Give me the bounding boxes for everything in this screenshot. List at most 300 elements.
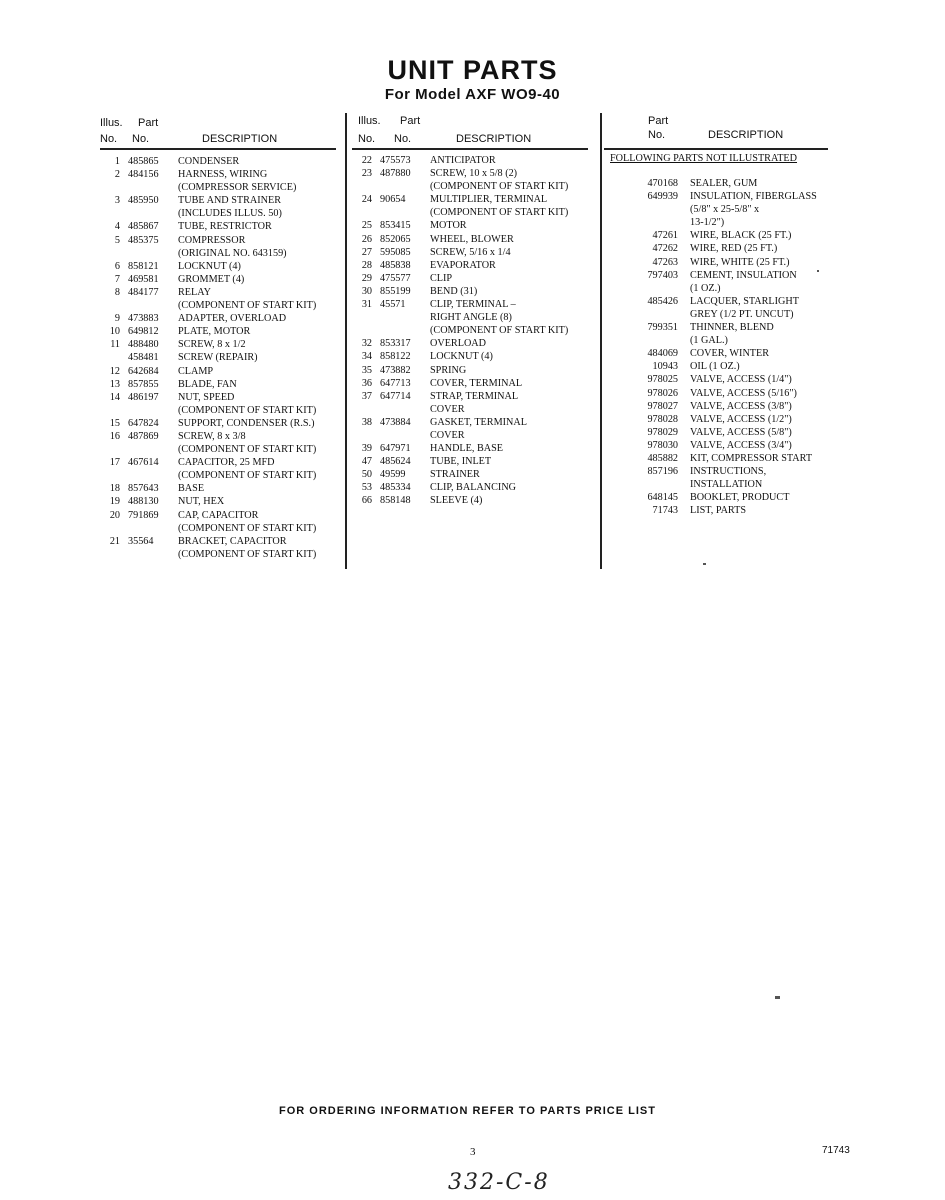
part-number: 473884: [380, 416, 411, 428]
illus-no-label: No.: [358, 133, 376, 145]
part-number: 486197: [128, 391, 159, 403]
part-description: LIST, PARTS: [690, 505, 746, 517]
part-description: PLATE, MOTOR: [178, 326, 251, 338]
column-header: [610, 113, 850, 149]
part-description: NUT, SPEED: [178, 391, 235, 403]
illus-number: 18: [109, 483, 120, 495]
part-description: WHEEL, BLOWER: [430, 233, 514, 245]
illus-number: 36: [361, 377, 372, 389]
part-description: BLADE, FAN: [178, 378, 237, 390]
document-number: 71743: [822, 1145, 850, 1156]
part-number: 71743: [652, 505, 678, 517]
table-row: [352, 455, 592, 468]
part-description: COVER, WINTER: [690, 348, 770, 360]
part-description: HANDLE, BASE: [430, 443, 504, 455]
part-description: (COMPONENT OF START KIT): [430, 325, 569, 337]
part-number: 485882: [647, 452, 678, 464]
table-row: [352, 337, 592, 350]
part-description: BASE: [178, 483, 205, 495]
description-label: DESCRIPTION: [708, 129, 784, 141]
part-description: INSTALLATION: [690, 479, 763, 491]
illus-number: 66: [361, 495, 372, 507]
part-number: 47262: [652, 243, 678, 255]
part-number: 90654: [380, 194, 406, 206]
part-description: STRAINER: [430, 469, 480, 481]
illus-number: 19: [109, 496, 120, 508]
table-row: [100, 247, 340, 260]
description-label: DESCRIPTION: [202, 133, 278, 145]
table-row: [100, 365, 340, 378]
part-number: 797403: [647, 269, 678, 281]
part-description: RIGHT ANGLE (8): [430, 312, 512, 324]
table-row: [352, 468, 592, 481]
table-row: [610, 426, 850, 439]
table-row: [100, 312, 340, 325]
illus-number: 28: [361, 259, 372, 271]
table-row: [100, 522, 340, 535]
part-description: ADAPTER, OVERLOAD: [178, 313, 287, 325]
part-number: 852065: [380, 233, 411, 245]
part-description: VALVE, ACCESS (5/8"): [690, 426, 792, 438]
table-row: [610, 347, 850, 360]
part-description: VALVE, ACCESS (3/4"): [690, 439, 792, 451]
part-description: ANTICIPATOR: [430, 155, 496, 166]
table-row: [100, 456, 340, 469]
table-row: [100, 469, 340, 482]
table-row: [352, 416, 592, 429]
table-row: [100, 260, 340, 273]
table-row: [352, 219, 592, 232]
table-row: [610, 439, 850, 452]
part-number: 858121: [128, 260, 159, 272]
part-number: 791869: [128, 509, 159, 521]
part-description: WIRE, RED (25 FT.): [690, 243, 778, 255]
part-description: WIRE, BLACK (25 FT.): [690, 230, 792, 242]
part-number: 978028: [647, 413, 678, 425]
part-no-label: No.: [648, 129, 666, 141]
part-number: 978026: [647, 387, 678, 399]
part-number: 45571: [380, 299, 406, 311]
table-row: [352, 180, 592, 193]
part-description: TUBE AND STRAINER: [178, 195, 282, 207]
table-row: [610, 504, 850, 517]
part-description: THINNER, BLEND: [690, 322, 774, 334]
table-row: [610, 308, 850, 321]
part-description: SCREW, 8 x 1/2: [178, 339, 246, 351]
part-description: GROMMET (4): [178, 273, 245, 285]
part-description: SPRING: [430, 364, 467, 376]
illus-number: 3: [114, 195, 120, 207]
part-number: 485867: [128, 221, 159, 233]
part-label: Part: [648, 115, 669, 127]
table-row: [100, 234, 340, 247]
illus-number: 27: [361, 246, 372, 258]
table-row: [100, 155, 340, 168]
part-number: 858122: [380, 351, 411, 363]
part-description: VALVE, ACCESS (1/4"): [690, 374, 792, 386]
illus-number: 26: [361, 233, 372, 245]
illus-number: 35: [361, 364, 372, 376]
part-number: 648145: [647, 492, 678, 504]
parts-rows: [100, 155, 340, 561]
part-number: 485624: [380, 456, 411, 468]
part-description: (COMPONENT OF START KIT): [430, 207, 569, 219]
table-row: [352, 377, 592, 390]
part-number: 595085: [380, 246, 411, 258]
part-number: 978029: [647, 426, 678, 438]
header-rule: [352, 148, 588, 150]
part-description: CLIP, TERMINAL –: [430, 299, 516, 311]
table-row: [100, 509, 340, 522]
part-number: 485838: [380, 259, 411, 271]
part-description: CLAMP: [178, 365, 214, 377]
part-number: 458481: [128, 352, 159, 364]
part-description: COMPRESSOR: [178, 234, 246, 246]
illus-number: 39: [361, 443, 372, 455]
scan-speck: [703, 563, 706, 565]
part-number: 47261: [652, 230, 678, 242]
illus-number: 23: [361, 168, 372, 180]
part-description: CLIP, BALANCING: [430, 482, 517, 494]
part-description: COVER: [430, 429, 465, 441]
table-row: [352, 259, 592, 272]
part-description: (COMPONENT OF START KIT): [178, 548, 317, 560]
part-number: 647824: [128, 417, 159, 429]
part-description: (COMPONENT OF START KIT): [178, 404, 317, 416]
part-description: EVAPORATOR: [430, 259, 496, 271]
table-row: [352, 364, 592, 377]
table-row: [100, 495, 340, 508]
illus-number: 38: [361, 416, 372, 428]
table-row: [352, 193, 592, 206]
table-row: [610, 177, 850, 190]
table-row: [610, 216, 850, 229]
scan-speck: [775, 996, 780, 999]
description-label: DESCRIPTION: [456, 133, 532, 145]
table-row: [100, 378, 340, 391]
illus-number: 29: [361, 272, 372, 284]
illus-number: 25: [361, 220, 372, 232]
part-description: HARNESS, WIRING: [178, 169, 268, 181]
part-number: 49599: [380, 469, 406, 481]
part-description: SEALER, GUM: [690, 178, 758, 189]
table-row: [100, 273, 340, 286]
table-row: [352, 494, 592, 507]
part-description: OVERLOAD: [430, 338, 487, 350]
part-description: (5/8" x 25-5/8" x: [690, 204, 760, 216]
page-number: 3: [470, 1146, 476, 1158]
illus-number: 16: [109, 430, 120, 442]
table-row: [352, 429, 592, 442]
part-description: CEMENT, INSULATION: [690, 269, 797, 281]
part-number: 475577: [380, 272, 411, 284]
table-row: [610, 321, 850, 334]
part-number: 857855: [128, 378, 159, 390]
part-number: 470168: [647, 178, 678, 189]
part-description: RELAY: [178, 286, 212, 298]
illus-number: 20: [109, 509, 120, 521]
part-description: TUBE, INLET: [430, 456, 492, 468]
part-description: (COMPONENT OF START KIT): [178, 300, 317, 312]
handwritten-note: 332-C-8: [448, 1170, 550, 1195]
illus-number: 12: [109, 365, 120, 377]
part-description: LOCKNUT (4): [178, 260, 241, 272]
table-row: [100, 338, 340, 351]
illus-label: Illus.: [100, 117, 123, 129]
part-description: VALVE, ACCESS (1/2"): [690, 413, 792, 425]
part-description: (COMPONENT OF START KIT): [178, 470, 317, 482]
table-row: [100, 286, 340, 299]
illus-number: 32: [361, 338, 372, 350]
part-number: 35564: [128, 535, 154, 547]
part-description: WIRE, WHITE (25 FT.): [690, 256, 790, 268]
table-row: [610, 256, 850, 269]
illus-number: 5: [114, 234, 120, 246]
header-rule: [604, 148, 828, 150]
table-row: [610, 452, 850, 465]
part-description: (COMPRESSOR SERVICE): [178, 182, 297, 194]
part-number: 978025: [647, 374, 678, 386]
part-number: 649812: [128, 326, 159, 338]
illus-number: 10: [109, 326, 120, 338]
illus-number: 34: [361, 351, 372, 363]
illus-number: 37: [361, 390, 372, 402]
table-row: [352, 390, 592, 403]
part-number: 487880: [380, 168, 411, 180]
part-description: NUT, HEX: [178, 496, 225, 508]
part-number: 484177: [128, 286, 159, 298]
part-number: 853415: [380, 220, 411, 232]
part-number: 855199: [380, 285, 411, 297]
table-row: [352, 298, 592, 311]
part-description: BEND (31): [430, 285, 478, 297]
table-row: [352, 206, 592, 219]
table-row: [352, 272, 592, 285]
illus-number: 50: [361, 469, 372, 481]
table-row: [100, 430, 340, 443]
table-row: [100, 548, 340, 561]
parts-column-3: [610, 113, 850, 517]
header-rule: [100, 148, 336, 150]
part-number: 484069: [647, 348, 678, 360]
part-number: 10943: [652, 361, 678, 373]
part-description: (1 OZ.): [690, 282, 721, 294]
part-number: 647714: [380, 390, 411, 402]
part-number: 642684: [128, 365, 159, 377]
part-number: 467614: [128, 457, 159, 469]
part-number: 485865: [128, 156, 159, 167]
part-number: 857643: [128, 483, 159, 495]
illus-number: 7: [114, 273, 120, 285]
part-number: 473882: [380, 364, 411, 376]
part-description: CAP, CAPACITOR: [178, 509, 259, 521]
part-description: OIL (1 OZ.): [690, 361, 740, 373]
part-description: VALVE, ACCESS (3/8"): [690, 400, 792, 412]
column-header: [100, 113, 340, 149]
table-row: [610, 491, 850, 504]
part-number: 485950: [128, 195, 159, 207]
illus-number: 4: [114, 221, 120, 233]
illus-number: 53: [361, 482, 372, 494]
part-description: COVER: [430, 403, 465, 415]
parts-column-1: [100, 113, 340, 561]
illus-label: Illus.: [358, 115, 381, 127]
part-number: 47263: [652, 256, 678, 268]
part-description: (INCLUDES ILLUS. 50): [178, 208, 282, 220]
part-number: 469581: [128, 273, 159, 285]
table-row: [100, 220, 340, 233]
table-row: [100, 207, 340, 220]
part-description: MULTIPLIER, TERMINAL: [430, 194, 548, 206]
part-description: SCREW, 10 x 5/8 (2): [430, 168, 518, 180]
part-description: (COMPONENT OF START KIT): [178, 444, 317, 456]
part-description: (1 GAL.): [690, 335, 728, 347]
part-number: 978027: [647, 400, 678, 412]
part-number: 473883: [128, 313, 159, 325]
parts-column-2: [352, 113, 592, 508]
table-row: [610, 478, 850, 491]
part-number: 857196: [647, 466, 678, 478]
table-row: [100, 168, 340, 181]
part-label: Part: [400, 115, 421, 127]
model-subtitle: For Model AXF WO9-40: [384, 86, 561, 103]
table-row: [610, 413, 850, 426]
part-number: 475573: [380, 155, 411, 166]
table-row: [610, 400, 850, 413]
part-description: INSTRUCTIONS,: [690, 466, 767, 478]
part-no-label: No.: [132, 133, 150, 145]
part-description: VALVE, ACCESS (5/16"): [690, 387, 797, 399]
part-description: GASKET, TERMINAL: [430, 416, 527, 428]
part-number: 978030: [647, 439, 678, 451]
illus-number: 6: [114, 260, 120, 272]
part-description: CONDENSER: [178, 156, 240, 167]
part-description: SCREW, 8 x 3/8: [178, 430, 246, 442]
table-row: [610, 360, 850, 373]
table-row: [610, 242, 850, 255]
part-number: 858148: [380, 495, 411, 507]
part-description: TUBE, RESTRICTOR: [178, 221, 272, 233]
table-row: [352, 442, 592, 455]
table-row: [100, 535, 340, 548]
illus-number: 47: [361, 456, 372, 468]
table-row: [100, 404, 340, 417]
part-description: CLIP: [430, 272, 453, 284]
illus-number: 15: [109, 417, 120, 429]
parts-rows: [610, 177, 850, 517]
table-row: [352, 311, 592, 324]
table-row: [352, 167, 592, 180]
table-row: [610, 373, 850, 386]
illus-number: 31: [361, 299, 372, 311]
part-description: (COMPONENT OF START KIT): [430, 181, 569, 193]
illus-number: 24: [361, 194, 372, 206]
part-label: Part: [138, 117, 159, 129]
table-row: [610, 282, 850, 295]
illus-no-label: No.: [100, 133, 118, 145]
part-number: 485426: [647, 295, 678, 307]
part-number: 647713: [380, 377, 411, 389]
table-row: [100, 443, 340, 456]
illus-number: 1: [114, 156, 120, 167]
table-row: [352, 350, 592, 363]
part-number: 485334: [380, 482, 411, 494]
part-description: INSULATION, FIBERGLASS: [690, 191, 817, 203]
part-number: 853317: [380, 338, 411, 350]
part-description: 13-1/2"): [690, 217, 725, 229]
table-row: [100, 325, 340, 338]
part-number: 647971: [380, 443, 411, 455]
part-number: 649939: [647, 191, 678, 203]
illus-number: 22: [361, 155, 372, 166]
not-illustrated-note: FOLLOWING PARTS NOT ILLUSTRATED: [610, 153, 798, 164]
table-row: [610, 334, 850, 347]
table-row: [100, 351, 340, 364]
part-number: 484156: [128, 169, 159, 181]
illus-number: 21: [109, 535, 120, 547]
part-description: MOTOR: [430, 220, 467, 232]
illus-number: 9: [114, 313, 120, 325]
part-description: BOOKLET, PRODUCT: [690, 492, 790, 504]
illus-number: 17: [109, 457, 120, 469]
table-row: [610, 465, 850, 478]
part-description: SCREW, 5/16 x 1/4: [430, 246, 511, 258]
table-row: [352, 154, 592, 167]
illus-number: 11: [110, 339, 120, 351]
table-row: [100, 299, 340, 312]
table-row: [352, 285, 592, 298]
part-description: (COMPONENT OF START KIT): [178, 522, 317, 534]
illus-number: 2: [114, 169, 120, 181]
table-row: [352, 233, 592, 246]
parts-rows: [352, 154, 592, 508]
table-row: [352, 481, 592, 494]
table-row: [100, 482, 340, 495]
table-row: [610, 295, 850, 308]
scan-speck: [817, 270, 819, 272]
table-row: [100, 194, 340, 207]
part-description: COVER, TERMINAL: [430, 377, 523, 389]
table-row: [352, 324, 592, 337]
part-description: SUPPORT, CONDENSER (R.S.): [178, 417, 315, 429]
table-row: [610, 387, 850, 400]
illus-number: 13: [109, 378, 120, 390]
table-row: [610, 190, 850, 203]
part-number: 485375: [128, 234, 159, 246]
part-number: 488130: [128, 496, 159, 508]
part-description: STRAP, TERMINAL: [430, 390, 519, 402]
illus-number: 8: [114, 286, 120, 298]
table-row: [610, 203, 850, 216]
column-header: [352, 113, 592, 149]
part-description: CAPACITOR, 25 MFD: [178, 457, 275, 469]
column-divider: [345, 113, 347, 569]
part-number: 488480: [128, 339, 159, 351]
column-divider: [600, 113, 602, 569]
part-description: SCREW (REPAIR): [178, 352, 258, 364]
part-number: 487869: [128, 430, 159, 442]
part-description: GREY (1/2 PT. UNCUT): [690, 308, 794, 320]
ordering-info: FOR ORDERING INFORMATION REFER TO PARTS PRICE LIST: [279, 1105, 656, 1117]
part-description: (ORIGINAL NO. 643159): [178, 247, 287, 259]
part-description: LACQUER, STARLIGHT: [690, 295, 799, 307]
table-row: [610, 269, 850, 282]
part-description: SLEEVE (4): [430, 495, 483, 507]
table-row: [100, 417, 340, 430]
part-description: KIT, COMPRESSOR START: [690, 452, 813, 464]
part-description: BRACKET, CAPACITOR: [178, 535, 287, 547]
part-number: 799351: [647, 322, 678, 334]
